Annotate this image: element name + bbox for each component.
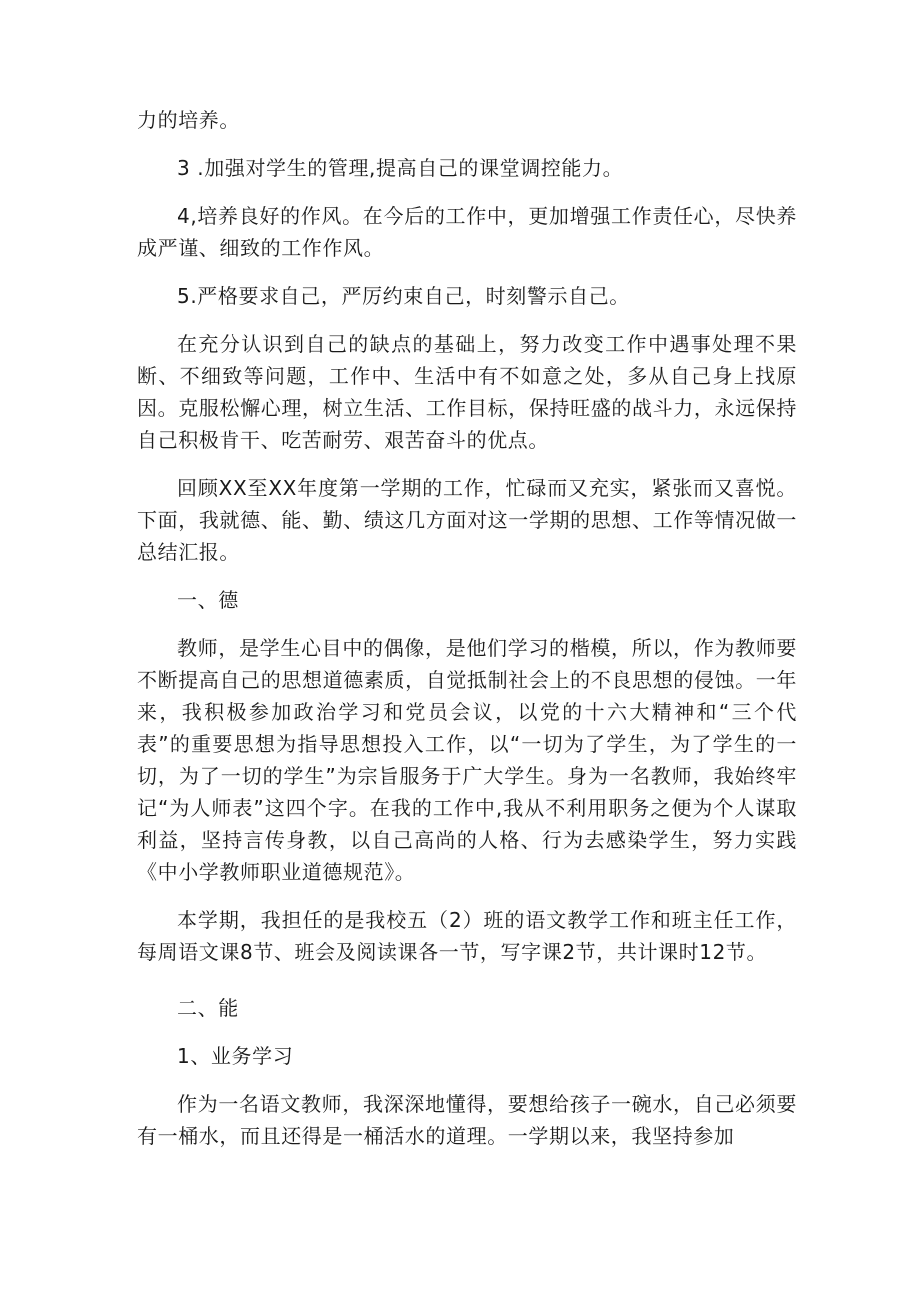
section-heading-ability: 二、能 (177, 996, 239, 1020)
paragraph-item-4: 4,培养良好的作风。在今后的工作中，更加增强工作责任心，尽快养成严谨、细致的工作作风。 (137, 204, 797, 260)
paragraph-review-intro: 回顾XX至XX年度第一学期的工作，忙碌而又充实，紧张而又喜悦。下面，我就德、能、勤、绩这几方面对这一学期的思想、工作等情况做一总结汇报。 (137, 476, 797, 564)
subsection-heading-study: 1、业务学习 (177, 1044, 294, 1068)
paragraph-item-5: 5.严格要求自己，严厉约束自己，时刻警示自己。 (177, 284, 630, 308)
paragraph-teaching-load: 本学期，我担任的是我校五（2）班的语文教学工作和班主任工作，每周语文课8节、班会及阅读课各一节，写字课2节，共计课时12节。 (137, 908, 797, 964)
paragraph-item-3: 3 .加强对学生的管理,提高自己的课堂调控能力。 (177, 156, 624, 180)
section-heading-virtue: 一、德 (177, 588, 239, 612)
paragraph-study: 作为一名语文教师，我深深地懂得，要想给孩子一碗水，自己必须要有一桶水，而且还得是一桶活水的道理。一学期以来，我坚持参加 (137, 1092, 797, 1148)
paragraph-continuation: 力的培养。 (137, 108, 240, 132)
paragraph-virtue: 教师，是学生心目中的偶像，是他们学习的楷模，所以，作为教师要不断提高自己的思想道德素质，自觉抵制社会上的不良思想的侵蚀。一年来，我积极参加政治学习和党员会议，以党的十六大精神和“三个代表”的重要思想为指导思想投入工作，以“一切为了学生，为了学生的一切，为了一切的学生”为宗旨服务于广大学生。身为一名教师，我始终牢记“为人师表”这四个字。在我的工作中,我从不利用职务之便为个人谋取利益，坚持言传身教，以自己高尚的人格、行为去感染学生，努力实践《中小学教师职业道德规范》。 (137, 636, 797, 884)
paragraph-self-improvement: 在充分认识到自己的缺点的基础上，努力改变工作中遇事处理不果断、不细致等问题，工作中、生活中有不如意之处，多从自己身上找原因。克服松懈心理，树立生活、工作目标，保持旺盛的战斗力，永远保持自己积极肯干、吃苦耐劳、艰苦奋斗的优点。 (137, 332, 797, 452)
document-body (137, 104, 797, 1168)
